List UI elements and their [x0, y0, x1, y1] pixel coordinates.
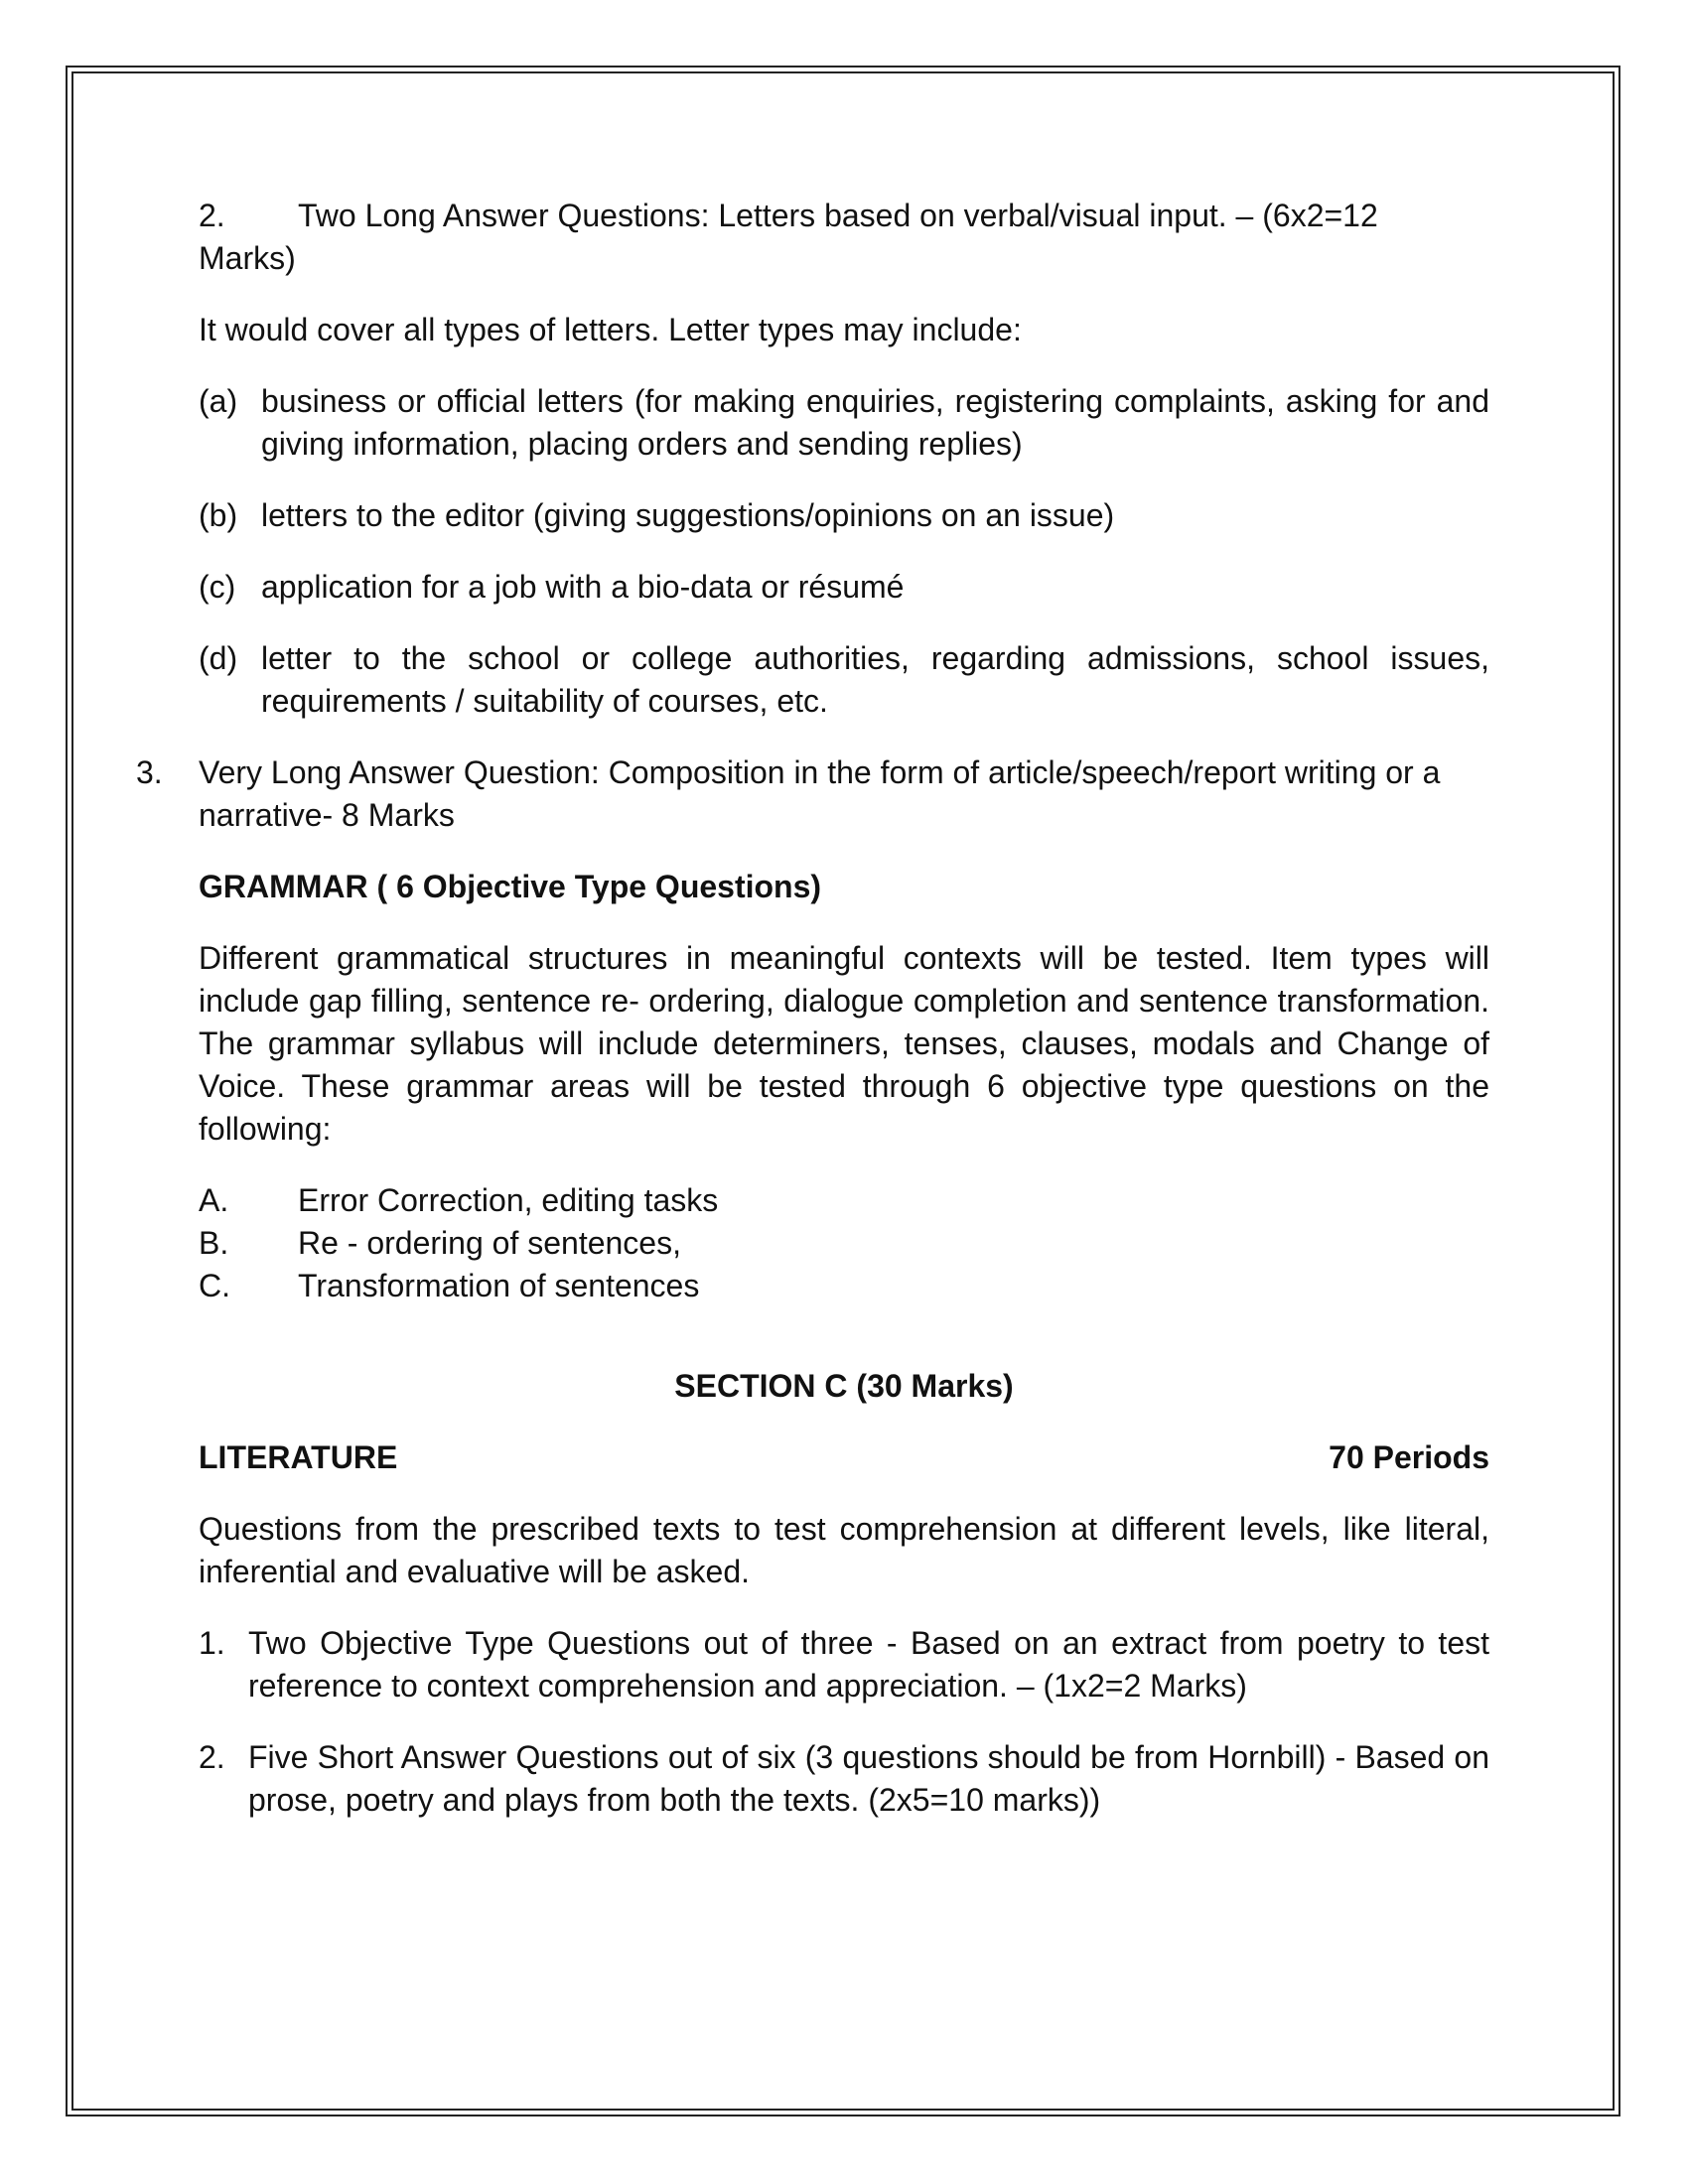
- letter-type-b: [199, 494, 1489, 537]
- grammar-heading: GRAMMAR ( 6 Objective Type Questions): [199, 869, 822, 904]
- item-3-number: 3.: [136, 754, 163, 790]
- item-2-text-cont: Marks): [199, 240, 296, 276]
- letter-type-d: [199, 637, 1489, 723]
- letter-type-text: application for a job with a bio-data or résumé: [261, 569, 905, 605]
- grammar-item-text: Transformation of sentences: [298, 1268, 700, 1303]
- literature-question-text: Two Objective Type Questions out of three - Based on an extract from poetry to test reference to context comprehension and appreciation. – (1x2=2 Marks): [248, 1625, 1489, 1704]
- literature-question-text: Five Short Answer Questions out of six (3 questions should be from Hornbill) - Based on prose, poetry and plays from both the texts. (2x5=10 marks)): [248, 1739, 1489, 1818]
- item-2-number: 2.: [199, 198, 225, 233]
- item-3: [136, 751, 1489, 837]
- grammar-item-label: A.: [199, 1182, 229, 1218]
- letter-type-a: [199, 380, 1489, 466]
- grammar-paragraph: Different grammatical structures in meaningful contexts will be tested. Item types will include gap filling, sentence re- ordering, dialogue completion and sentence transformation. The grammar syllabus will include determiners, tenses, clauses, modals and Change of Voice. These grammar areas will be tested through 6 objective type questions on the following:: [199, 940, 1489, 1147]
- grammar-list: [199, 1179, 1489, 1307]
- grammar-item-b: [199, 1222, 1489, 1265]
- grammar-item-text: Re - ordering of sentences,: [298, 1225, 681, 1261]
- literature-question-1: [199, 1622, 1489, 1707]
- letter-type-label: (a): [199, 383, 238, 419]
- grammar-item-a: [199, 1179, 1489, 1222]
- letter-type-label: (d): [199, 640, 238, 676]
- item-2: [199, 195, 1489, 280]
- literature-question-2: [199, 1736, 1489, 1822]
- letter-type-text: letters to the editor (giving suggestions/opinions on an issue): [261, 497, 1115, 533]
- section-c-title: SECTION C (30 Marks): [674, 1368, 1014, 1404]
- literature-periods: 70 Periods: [1329, 1439, 1489, 1475]
- letter-type-label: (c): [199, 569, 236, 605]
- literature-intro: Questions from the prescribed texts to test comprehension at different levels, like literal, inferential and evaluative will be asked.: [199, 1511, 1489, 1589]
- grammar-item-label: B.: [199, 1225, 229, 1261]
- document-content: [136, 195, 1489, 1850]
- literature-header: [199, 1436, 1489, 1479]
- literature-question-label: 1.: [199, 1625, 225, 1661]
- letter-type-text: business or official letters (for making enquiries, registering complaints, asking for and giving information, placing orders and sending replies): [261, 383, 1489, 462]
- letters-intro: It would cover all types of letters. Letter types may include:: [199, 312, 1022, 347]
- letter-type-c: [199, 566, 1489, 609]
- literature-label: LITERATURE: [199, 1439, 398, 1475]
- literature-question-label: 2.: [199, 1739, 225, 1775]
- grammar-item-text: Error Correction, editing tasks: [298, 1182, 719, 1218]
- item-3-text: Very Long Answer Question: Composition in the form of article/speech/report writing or a narrative- 8 Marks: [199, 754, 1441, 833]
- letter-type-label: (b): [199, 497, 238, 533]
- item-2-text: Two Long Answer Questions: Letters based on verbal/visual input. – (6x2=12: [298, 198, 1378, 233]
- grammar-item-c: [199, 1265, 1489, 1307]
- letter-type-text: letter to the school or college authorities, regarding admissions, school issues, requirements / suitability of courses, etc.: [261, 640, 1489, 719]
- grammar-item-label: C.: [199, 1268, 230, 1303]
